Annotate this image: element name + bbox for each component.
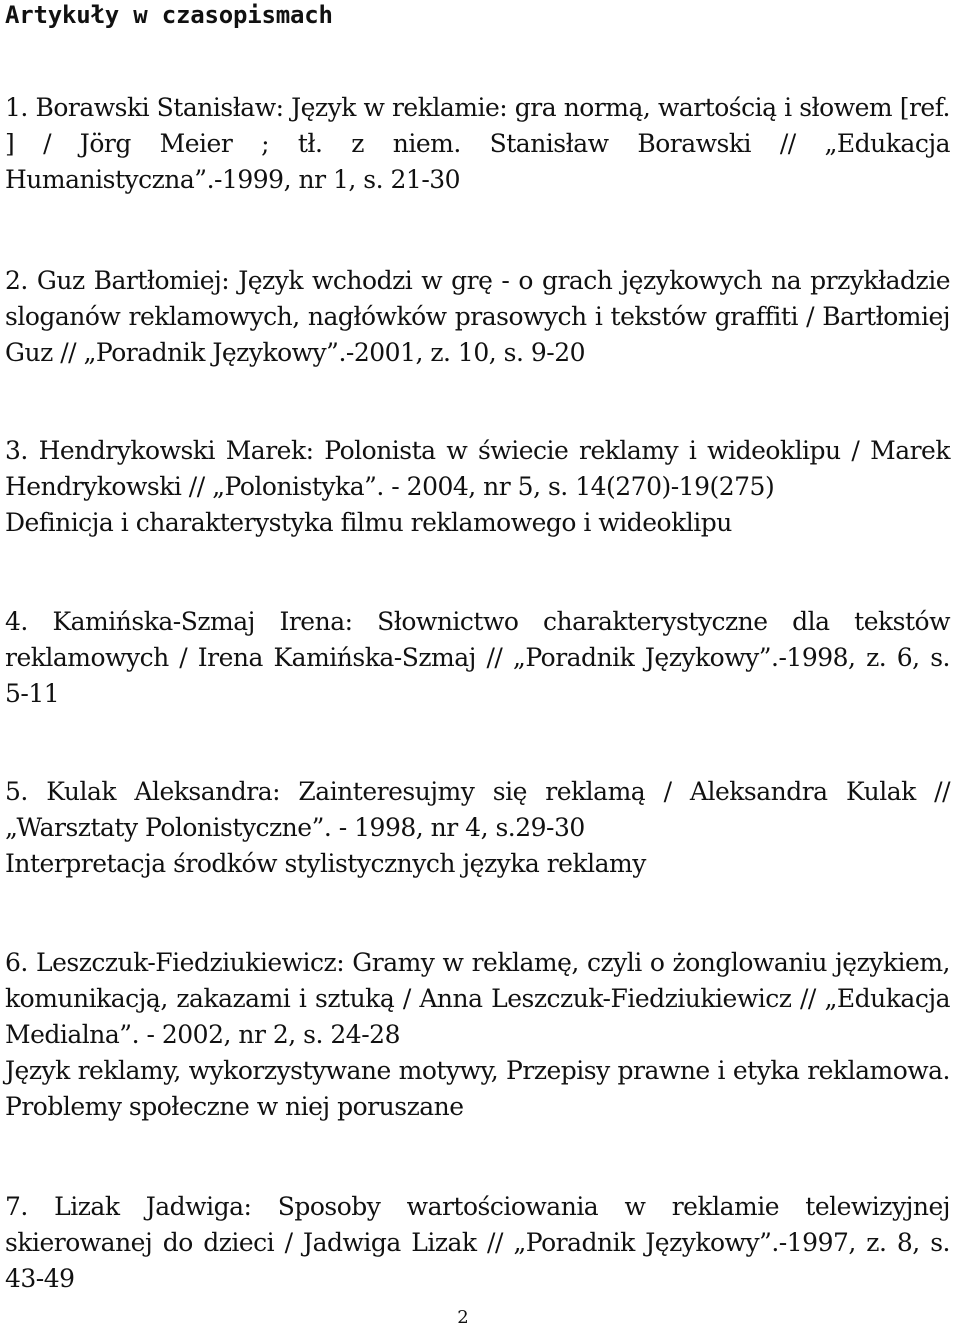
entry-note: Interpretacja środków stylistycznych języka reklamy [5,849,646,878]
bibliography-entry-7 [5,1189,950,1297]
entry-reference: 1. Borawski Stanisław: Język w reklamie: gra normą, wartością i słowem [ref. ] / Jörg Meier ; tł. z niem. Stanisław Borawski // „Edukacja Humanistyczna”.-1999, nr 1, s. 21-30 [5,93,950,194]
bibliography-entry-6 [5,945,950,1125]
page-number: 2 [457,1307,469,1328]
entry-reference: 3. Hendrykowski Marek: Polonista w świecie reklamy i wideoklipu / Marek Hendrykowski // „Polonistyka”. - 2004, nr 5, s. 14(270)-19(275) [5,436,950,501]
bibliography-entry-2 [5,263,950,371]
entry-reference: 5. Kulak Aleksandra: Zainteresujmy się reklamą / Aleksandra Kulak // „Warsztaty Polonistyczne”. - 1998, nr 4, s.29-30 [5,777,950,842]
bibliography-entry-4 [5,604,950,712]
bibliography-entry-3 [5,433,950,541]
entry-reference: 6. Leszczuk-Fiedziukiewicz: Gramy w reklamę, czyli o żonglowaniu językiem, komunikacją, zakazami i sztuką / Anna Leszczuk-Fiedziukiewicz // „Edukacja Medialna”. - 2002, nr 2, s. 24-28 [5,948,950,1049]
entry-note: Definicja i charakterystyka filmu reklamowego i wideoklipu [5,508,732,537]
entry-note: Język reklamy, wykorzystywane motywy, Przepisy prawne i etyka reklamowa. Problemy społeczne w niej poruszane [5,1056,950,1121]
entry-reference: 4. Kamińska-Szmaj Irena: Słownictwo charakterystyczne dla tekstów reklamowych / Irena Kamińska-Szmaj // „Poradnik Językowy”.-1998, z. 6, s. 5-11 [5,607,950,708]
bibliography-entry-1 [5,90,950,198]
entry-reference: 7. Lizak Jadwiga: Sposoby wartościowania w reklamie telewizyjnej skierowanej do dzieci / Jadwiga Lizak // „Poradnik Językowy”.-1997, z. 8, s. 43-49 [5,1192,950,1293]
section-title: Artykuły w czasopismach [5,1,333,29]
bibliography-entry-5 [5,774,950,882]
entry-reference: 2. Guz Bartłomiej: Język wchodzi w grę - o grach językowych na przykładzie sloganów reklamowych, nagłówków prasowych i tekstów graffiti / Bartłomiej Guz // „Poradnik Językowy”.-2001, z. 10, s. 9-20 [5,266,950,367]
